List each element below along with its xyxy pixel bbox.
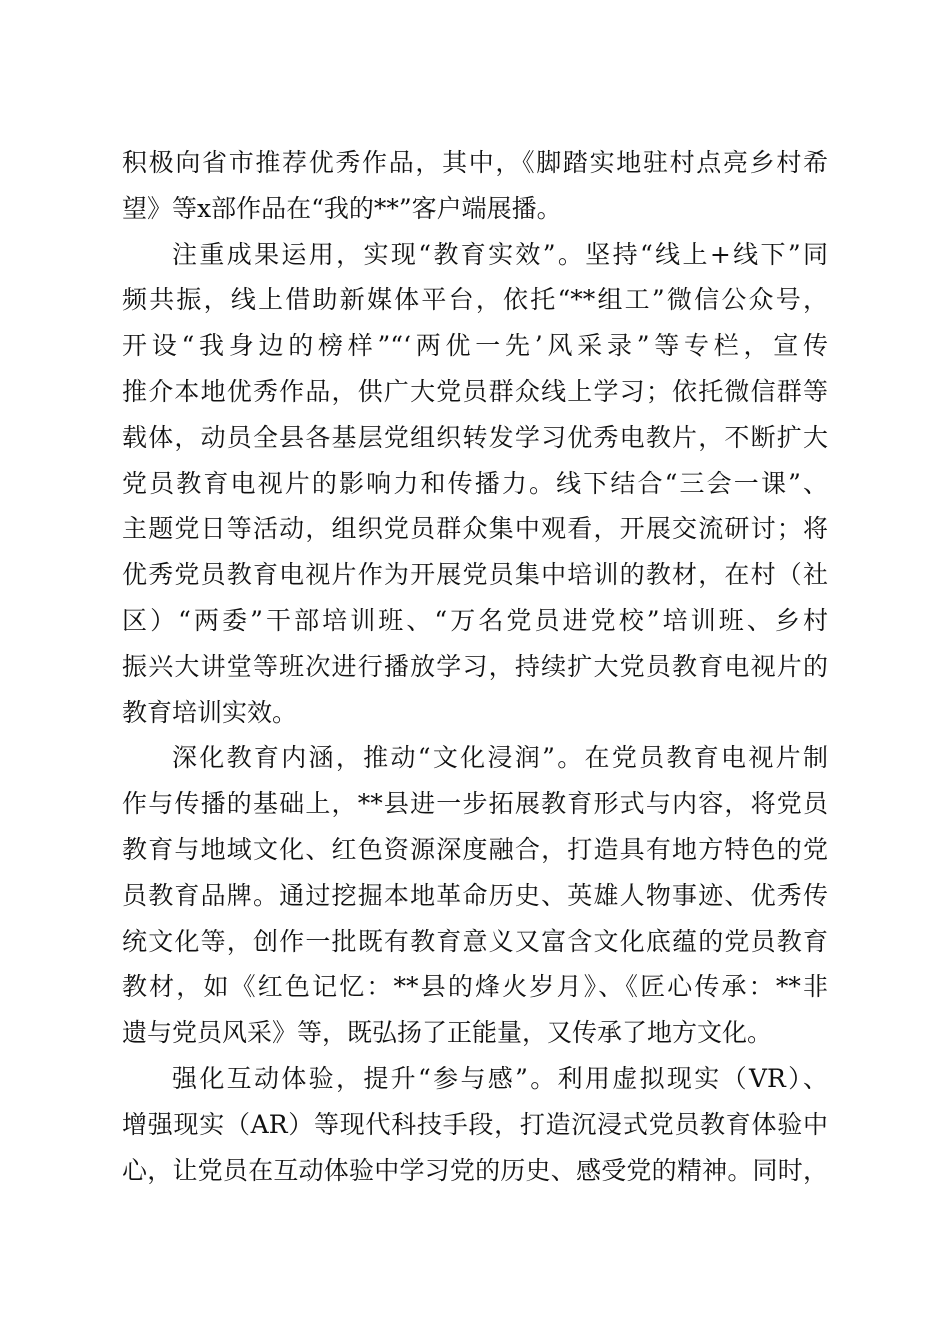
text-line: 教育与地域文化、红色资源深度融合，打造具有地方特色的党 bbox=[122, 834, 828, 864]
text-line: 遗与党员风采》等，既弘扬了正能量，又传承了地方文化。 bbox=[122, 1018, 773, 1048]
text-line: 作与传播的基础上，**县进一步拓展教育形式与内容，将党员 bbox=[122, 789, 828, 819]
document-body bbox=[122, 140, 828, 1193]
text-line: 增强现实（AR）等现代科技手段，打造沉浸式党员教育体验中 bbox=[122, 1109, 828, 1139]
text-line: 推介本地优秀作品，供广大党员群众线上学习；依托微信群等 bbox=[122, 376, 828, 406]
text-line: 心，让党员在互动体验中学习党的历史、感受党的精神。同时， bbox=[122, 1155, 828, 1185]
text-line: 积极向省市推荐优秀作品，其中，《脚踏实地驻村点亮乡村希 bbox=[122, 148, 828, 177]
text-line: 频共振，线上借助新媒体平台，依托“**组工”微信公众号， bbox=[122, 285, 828, 315]
text-line: 载体，动员全县各基层党组织转发学习优秀电教片，不断扩大 bbox=[122, 422, 828, 452]
text-line: 深化教育内涵，推动“文化浸润”。在党员教育电视片制 bbox=[172, 743, 828, 773]
text-line: 员教育品牌。通过挖掘本地革命历史、英雄人物事迹、优秀传 bbox=[122, 880, 828, 910]
text-line: 开设“我身边的榜样”“‘两优一先’风采录”等专栏，宣传 bbox=[122, 331, 828, 361]
text-line: 教育培训实效。 bbox=[122, 697, 298, 727]
text-line: 教材，如《红色记忆：**县的烽火岁月》、《匠心传承：**非 bbox=[122, 972, 828, 1002]
text-line: 党员教育电视片的影响力和传播力。线下结合“三会一课”、 bbox=[122, 468, 828, 498]
text-line: 优秀党员教育电视片作为开展党员集中培训的教材，在村（社 bbox=[122, 560, 828, 590]
text-line: 区）“两委”干部培训班、“万名党员进党校”培训班、乡村 bbox=[122, 605, 828, 635]
text-line: 强化互动体验，提升“参与感”。利用虚拟现实（VR）、 bbox=[172, 1063, 828, 1093]
text-line: 统文化等，创作一批既有教育意义又富含文化底蕴的党员教育 bbox=[122, 926, 828, 956]
paragraph-2 bbox=[122, 232, 828, 736]
text-line: 振兴大讲堂等班次进行播放学习，持续扩大党员教育电视片的 bbox=[122, 651, 828, 681]
paragraph-3 bbox=[122, 735, 828, 1056]
text-line: 望》等x部作品在“我的**”客户端展播。 bbox=[122, 193, 562, 223]
paragraph-4 bbox=[122, 1056, 828, 1193]
paragraph-1 bbox=[122, 140, 828, 232]
text-line: 主题党日等活动，组织党员群众集中观看，开展交流研讨；将 bbox=[122, 514, 828, 544]
text-line: 注重成果运用，实现“教育实效”。坚持“线上+线下”同 bbox=[172, 239, 828, 269]
